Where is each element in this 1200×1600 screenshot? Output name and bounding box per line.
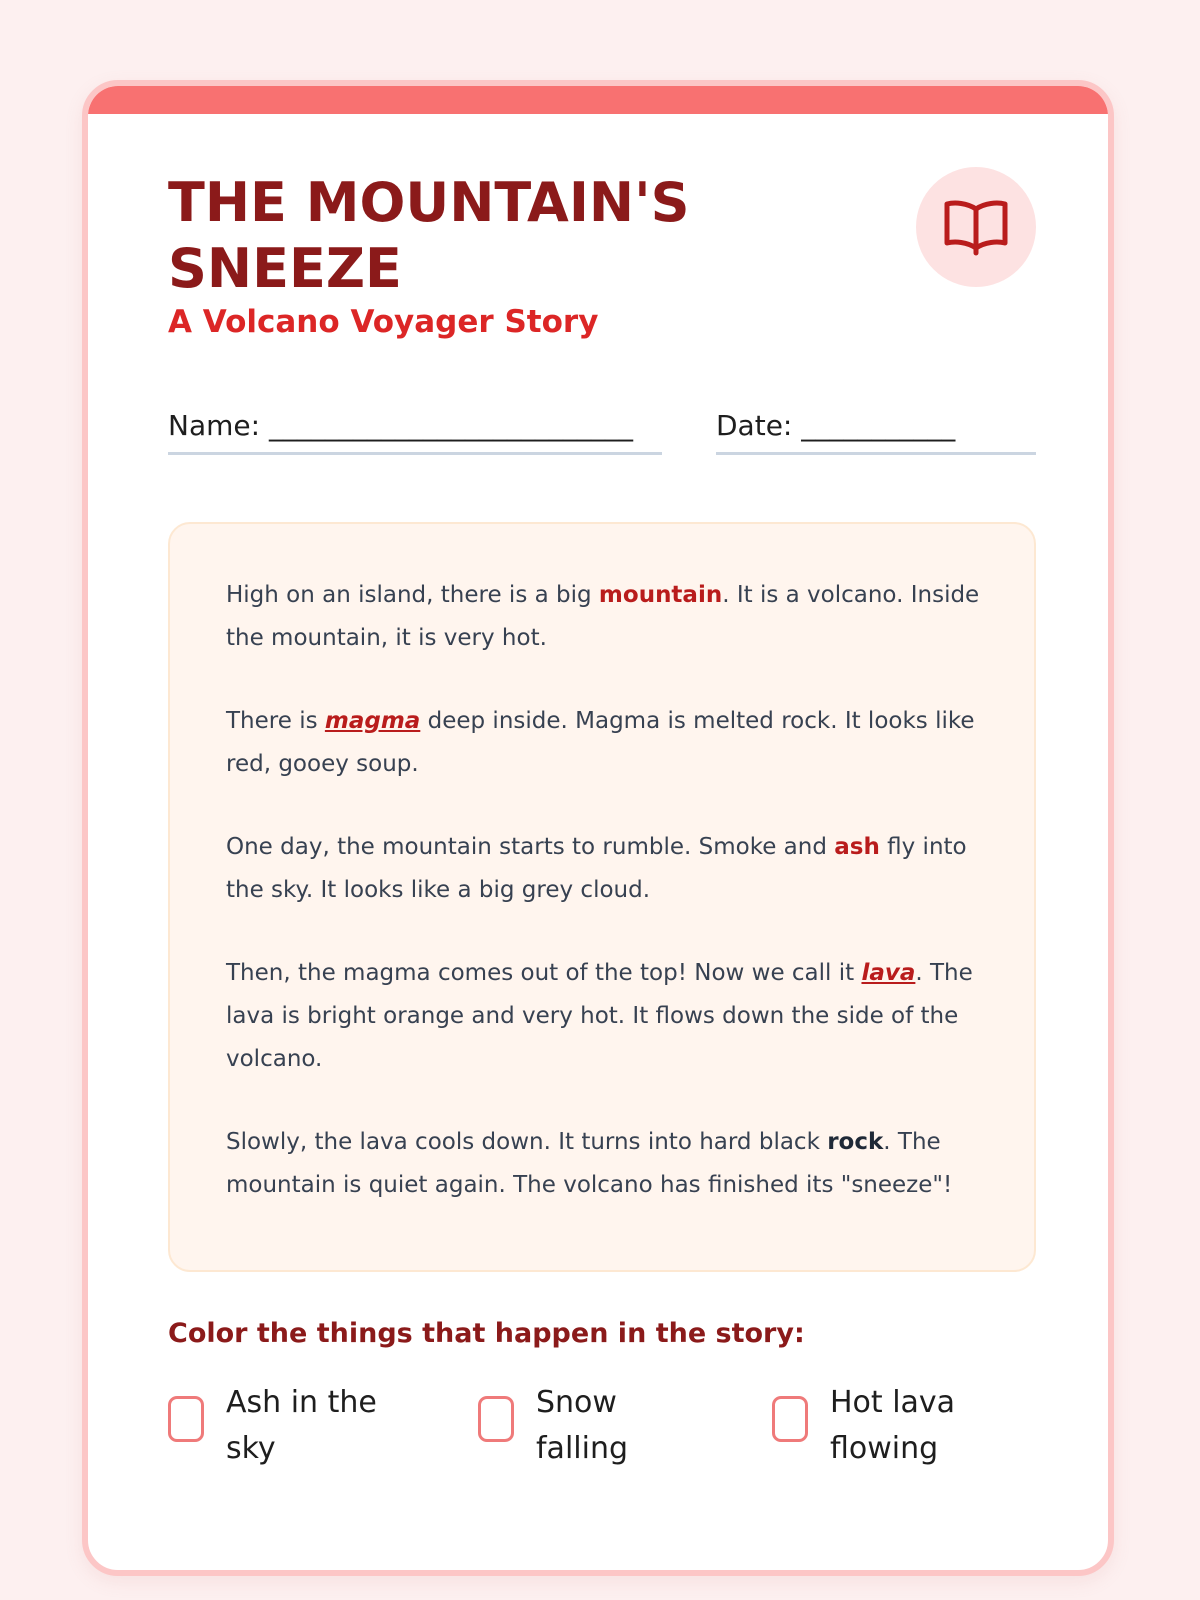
story-paragraph (226, 952, 984, 1081)
story-text: fly into the sky. It looks like a big grey cloud. (226, 834, 967, 903)
option-label: Ash in the sky (226, 1385, 377, 1466)
story-text: There is (226, 708, 325, 734)
story-text: Then, the magma comes out of the top! Now we call it (226, 960, 862, 986)
story-paragraph (226, 700, 984, 786)
checkbox[interactable] (772, 1396, 808, 1442)
story-text: deep inside. Magma is melted rock. It looks like red, gooey soup. (226, 708, 975, 777)
keyword-ash: ash (834, 834, 880, 860)
story-text: . The lava is bright orange and very hot. It flows down the side of the volcano. (226, 960, 973, 1072)
keyword-mountain: mountain (598, 582, 723, 608)
open-book-icon (943, 197, 1009, 257)
accent-bar (88, 86, 1108, 114)
name-field[interactable]: Name: __________________________ (168, 406, 662, 455)
activity-prompt: Color the things that happen in the story: (168, 1318, 805, 1349)
keyword-lava: lava (861, 960, 916, 986)
story-paragraph (226, 826, 984, 912)
date-field[interactable]: Date: ___________ (716, 406, 1036, 455)
checkbox[interactable] (478, 1396, 514, 1442)
worksheet-card (82, 80, 1114, 1576)
option-snow-falling[interactable] (478, 1380, 716, 1472)
story-text: High on an island, there is a big (226, 582, 599, 608)
option-ash-in-the-sky[interactable] (168, 1380, 406, 1472)
story-paragraph (226, 1121, 984, 1207)
option-label: Snow falling (536, 1385, 629, 1466)
worksheet-subtitle: A Volcano Voyager Story (168, 304, 599, 340)
story-text: . The mountain is quiet again. The volcano has finished its "sneeze"! (226, 1129, 953, 1198)
checkbox[interactable] (168, 1396, 204, 1442)
option-label: Hot lava flowing (830, 1385, 956, 1466)
keyword-magma: magma (324, 708, 421, 734)
story-box (168, 522, 1036, 1272)
keyword-rock: rock (827, 1129, 884, 1155)
worksheet-title: THE MOUNTAIN'S SNEEZE (168, 171, 690, 300)
option-hot-lava-flowing[interactable] (772, 1380, 1010, 1472)
story-text: Slowly, the lava cools down. It turns into hard black (226, 1129, 828, 1155)
story-text: . It is a volcano. Inside the mountain, it is very hot. (226, 582, 980, 651)
story-paragraph (226, 574, 984, 660)
book-badge (916, 167, 1036, 287)
story-text: One day, the mountain starts to rumble. Smoke and (226, 834, 835, 860)
